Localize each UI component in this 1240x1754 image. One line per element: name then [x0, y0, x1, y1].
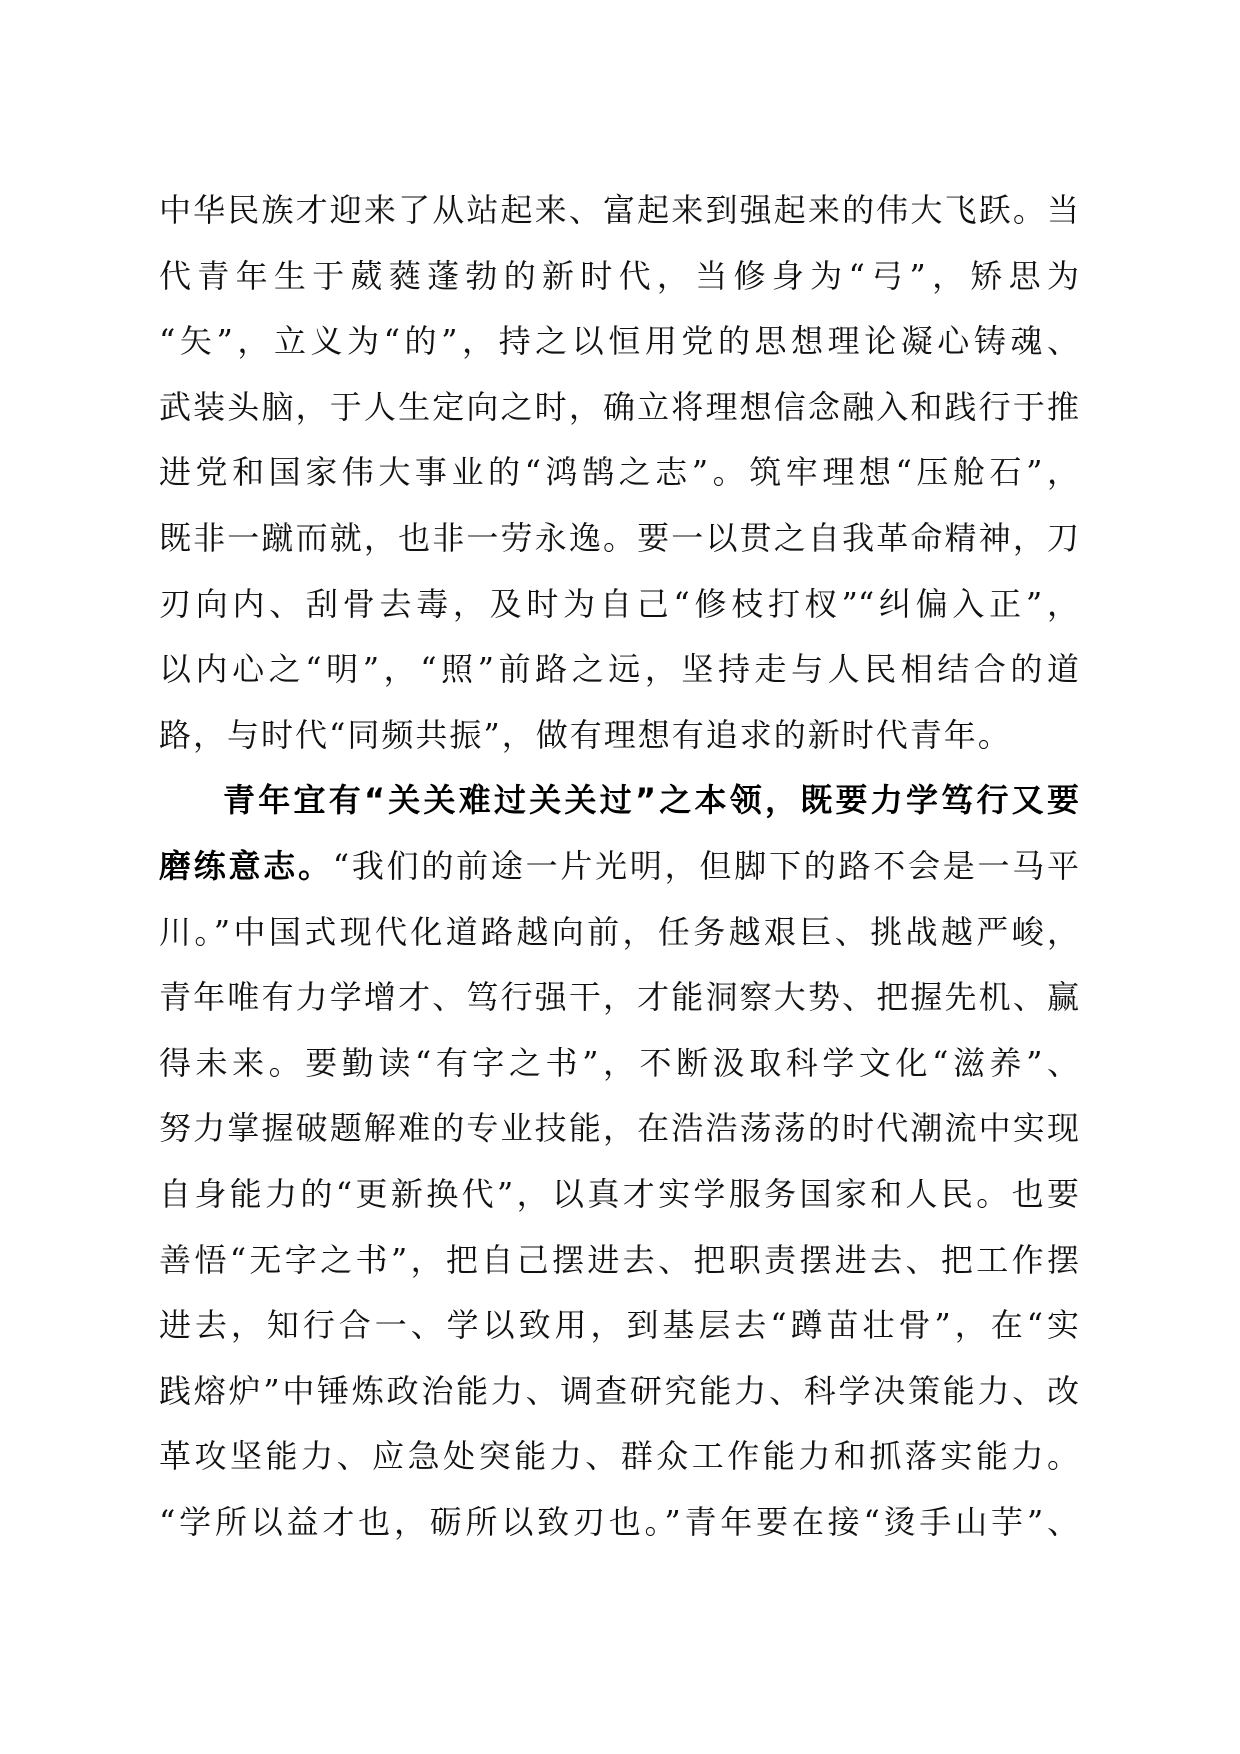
paragraph-line: 践熔炉”中锤炼政治能力、调查研究能力、科学决策能力、改 — [159, 1371, 1079, 1410]
paragraph-line: 青年唯有力学增才、笃行强干，才能洞察大势、把握先机、赢 — [159, 978, 1079, 1017]
section-heading-tail: 磨练意志。 — [159, 846, 333, 885]
paragraph-line: 革攻坚能力、应急处突能力、群众工作能力和抓落实能力。 — [159, 1437, 1079, 1476]
paragraph-line: 以内心之“明”，“照”前路之远，坚持走与人民相结合的道 — [159, 650, 1079, 689]
paragraph-line: 自身能力的“更新换代”，以真才实学服务国家和人民。也要 — [159, 1174, 1079, 1213]
article-body — [159, 178, 1079, 1555]
paragraph-line: 中华民族才迎来了从站起来、富起来到强起来的伟大飞跃。当 — [159, 191, 1079, 229]
paragraph-line: 武装头脑，于人生定向之时，确立将理想信念融入和践行于推 — [159, 387, 1079, 426]
section-heading-line: 青年宜有“关关难过关关过”之本领，既要力学笃行又要 — [223, 781, 1079, 820]
paragraph-line: 刃向内、刮骨去毒，及时为自己“修枝打杈”“纠偏入正”， — [159, 584, 1079, 623]
paragraph-line: 既非一蹴而就，也非一劳永逸。要一以贯之自我革命精神，刀 — [159, 518, 1079, 557]
paragraph-line: 得未来。要勤读“有字之书”，不断汲取科学文化“滋养”、 — [159, 1043, 1079, 1082]
paragraph-line-last: 路，与时代“同频共振”，做有理想有追求的新时代青年。 — [159, 715, 1012, 754]
paragraph-line: 代青年生于葳蕤蓬勃的新时代，当修身为“弓”，矫思为 — [159, 256, 1079, 295]
paragraph-line: 努力掌握破题解难的专业技能，在浩浩荡荡的时代潮流中实现 — [159, 1109, 1079, 1148]
quote-start: “我们的前途一片光明，但脚下的路不会是一马平 — [332, 846, 1079, 885]
paragraph-line: 进去，知行合一、学以致用，到基层去“蹲苗壮骨”，在“实 — [159, 1306, 1079, 1345]
paragraph-line: 善悟“无字之书”，把自己摆进去、把职责摆进去、把工作摆 — [159, 1240, 1079, 1279]
paragraph-line: 进党和国家伟大事业的“鸿鹄之志”。筑牢理想“压舱石”， — [159, 453, 1079, 492]
paragraph-line: “学所以益才也，砺所以致刃也。”青年要在接“烫手山芋”、 — [159, 1502, 1079, 1541]
paragraph-line: “矢”，立义为“的”，持之以恒用党的思想理论凝心铸魂、 — [159, 322, 1079, 361]
mixed-heading-line — [159, 834, 1079, 900]
paragraph-line: 川。”中国式现代化道路越向前，任务越艰巨、挑战越严峻， — [159, 912, 1079, 951]
